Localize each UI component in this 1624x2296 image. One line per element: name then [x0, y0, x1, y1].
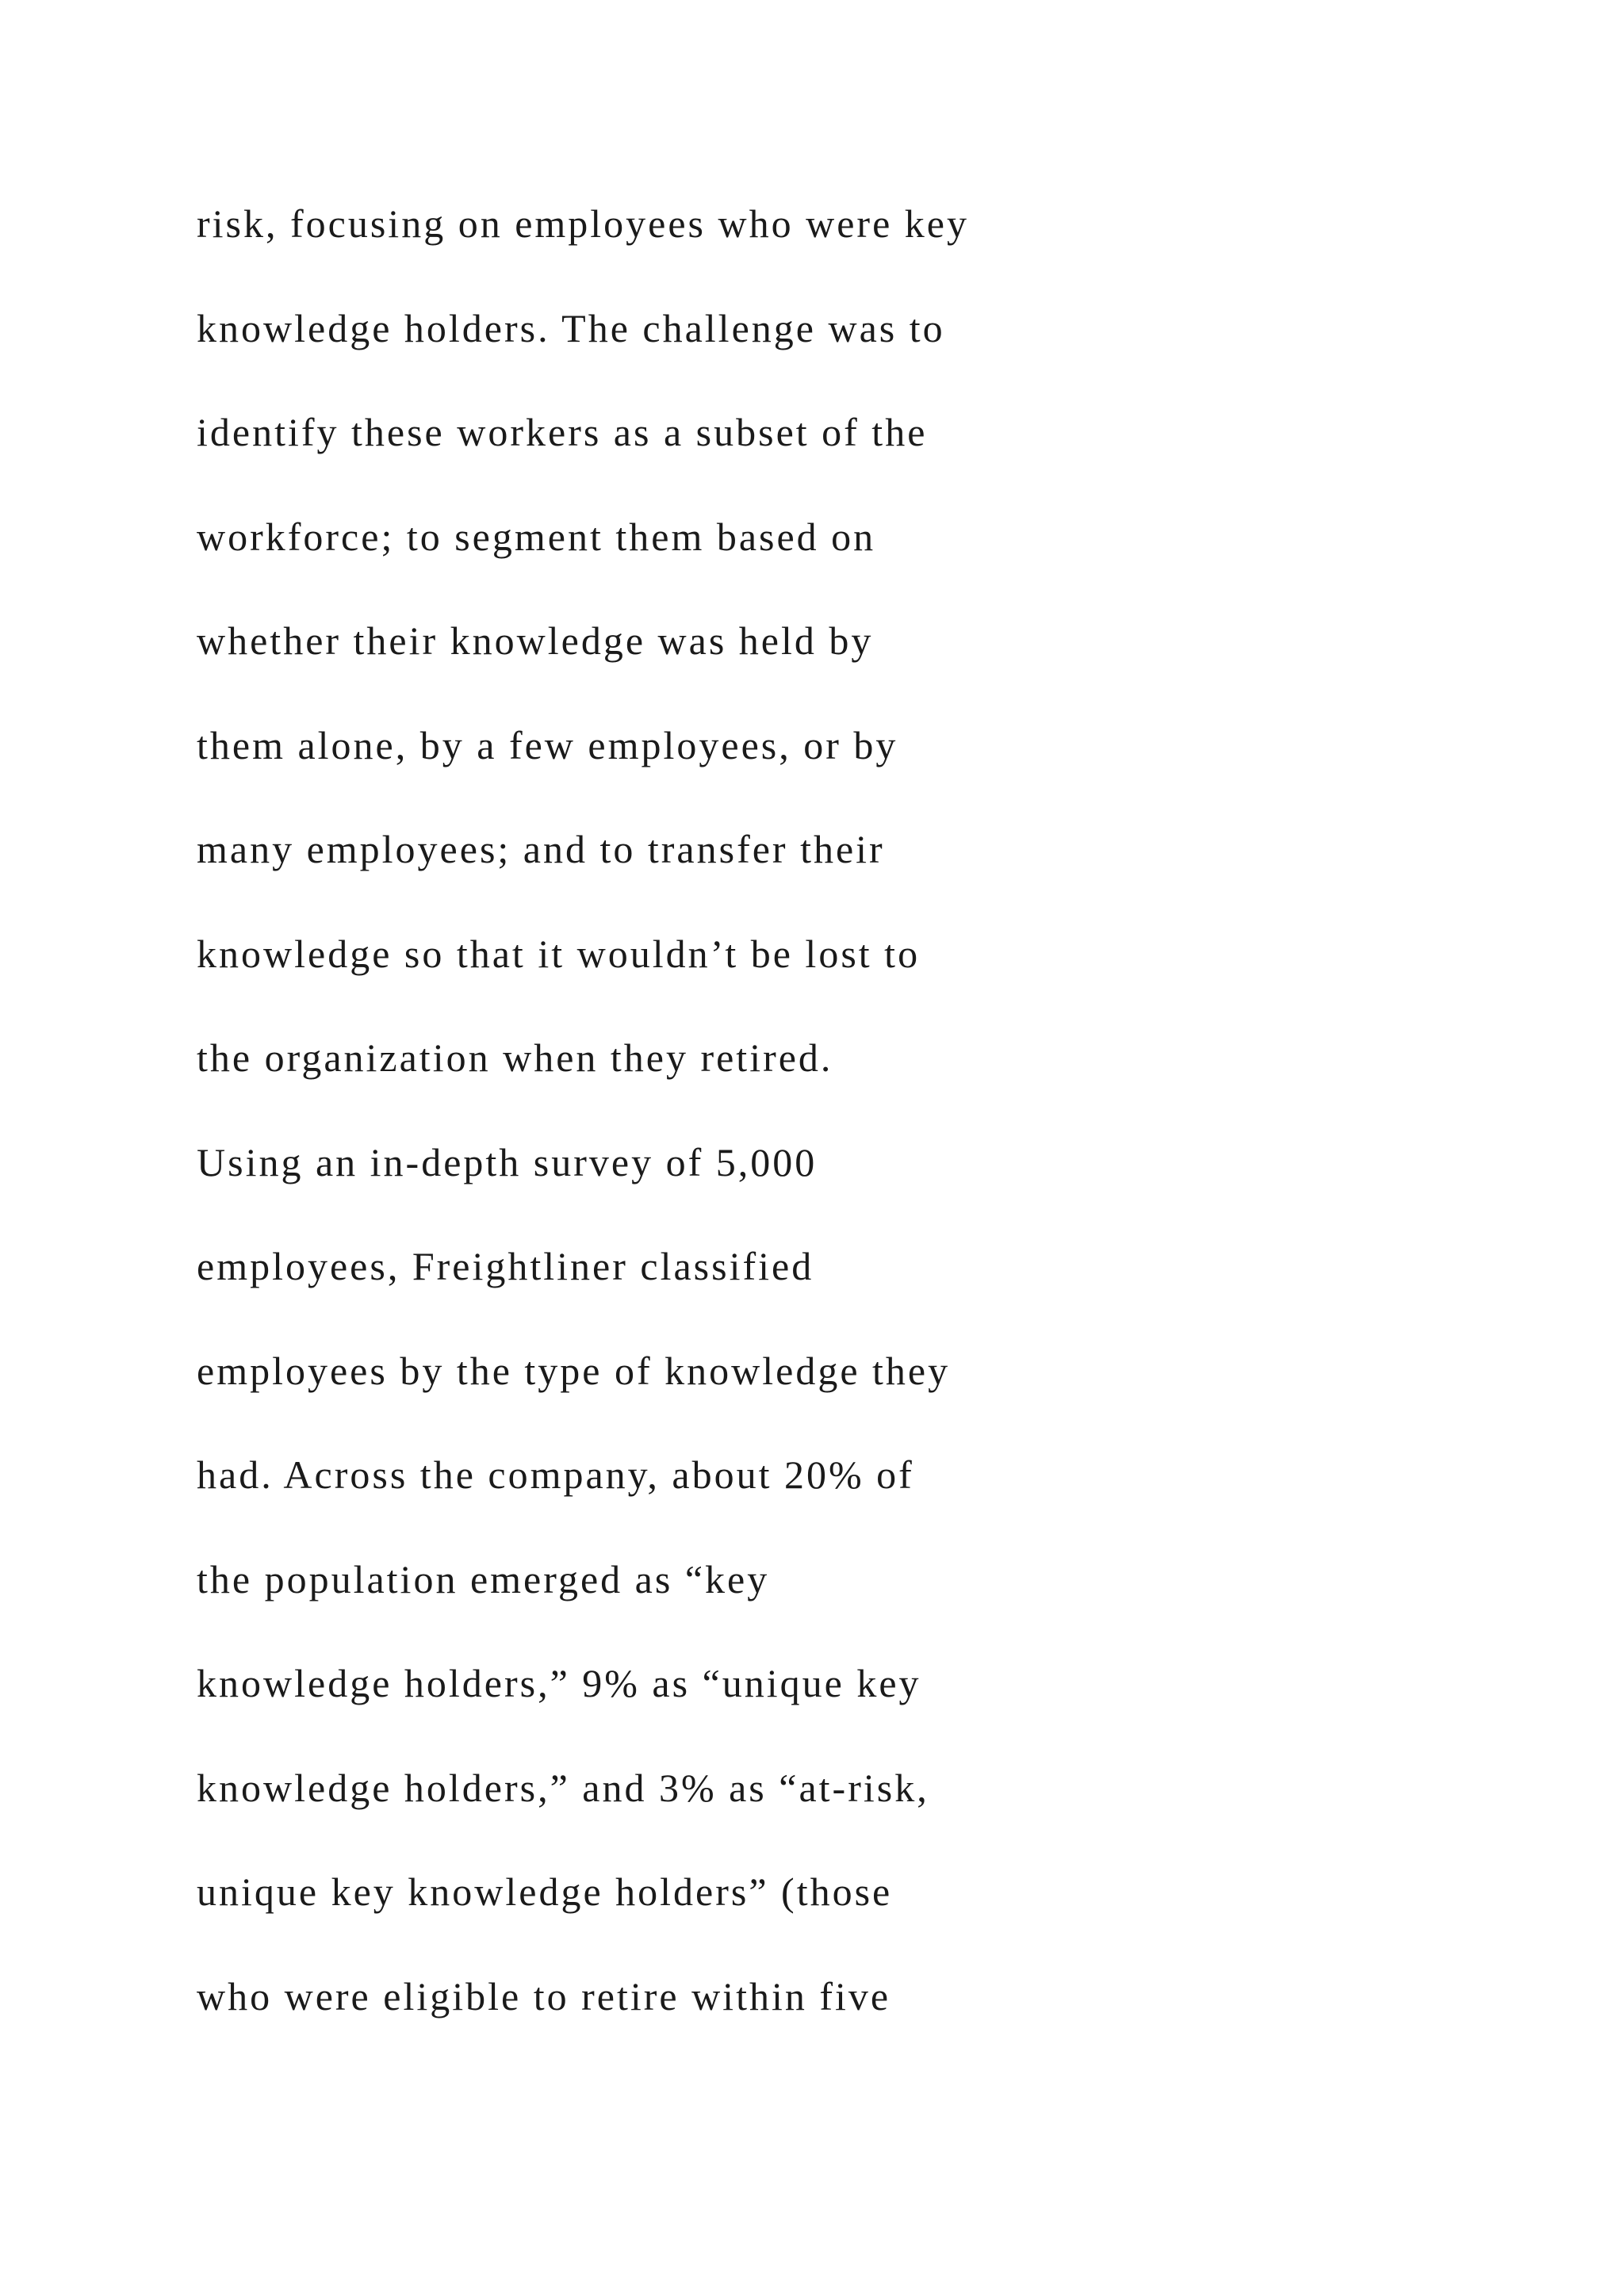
text-line: whether their knowledge was held by	[197, 618, 874, 663]
text-line: knowledge so that it wouldn’t be lost to	[197, 931, 921, 976]
text-line: risk, focusing on employees who were key	[197, 201, 969, 246]
text-line: employees, Freightliner classified	[197, 1244, 814, 1288]
text-line: knowledge holders. The challenge was to	[197, 305, 945, 350]
text-line: many employees; and to transfer their	[197, 827, 885, 871]
text-line: the population emerged as “key	[197, 1556, 770, 1601]
text-line: unique key knowledge holders” (those	[197, 1869, 893, 1914]
text-line: the organization when they retired.	[197, 1035, 833, 1080]
text-line: employees by the type of knowledge they	[197, 1348, 951, 1393]
text-line: workforce; to segment them based on	[197, 514, 876, 559]
text-line: who were eligible to retire within five	[197, 1973, 891, 2019]
text-line: knowledge holders,” and 3% as “at-risk,	[197, 1765, 929, 1810]
text-line: identify these workers as a subset of the	[197, 410, 928, 454]
text-line: had. Across the company, about 20% of	[197, 1452, 914, 1497]
body-text	[197, 193, 1465, 2070]
text-line: knowledge holders,” 9% as “unique key	[197, 1661, 921, 1705]
text-line: Using an in-depth survey of 5,000	[197, 1139, 818, 1184]
text-line: them alone, by a few employees, or by	[197, 722, 898, 767]
